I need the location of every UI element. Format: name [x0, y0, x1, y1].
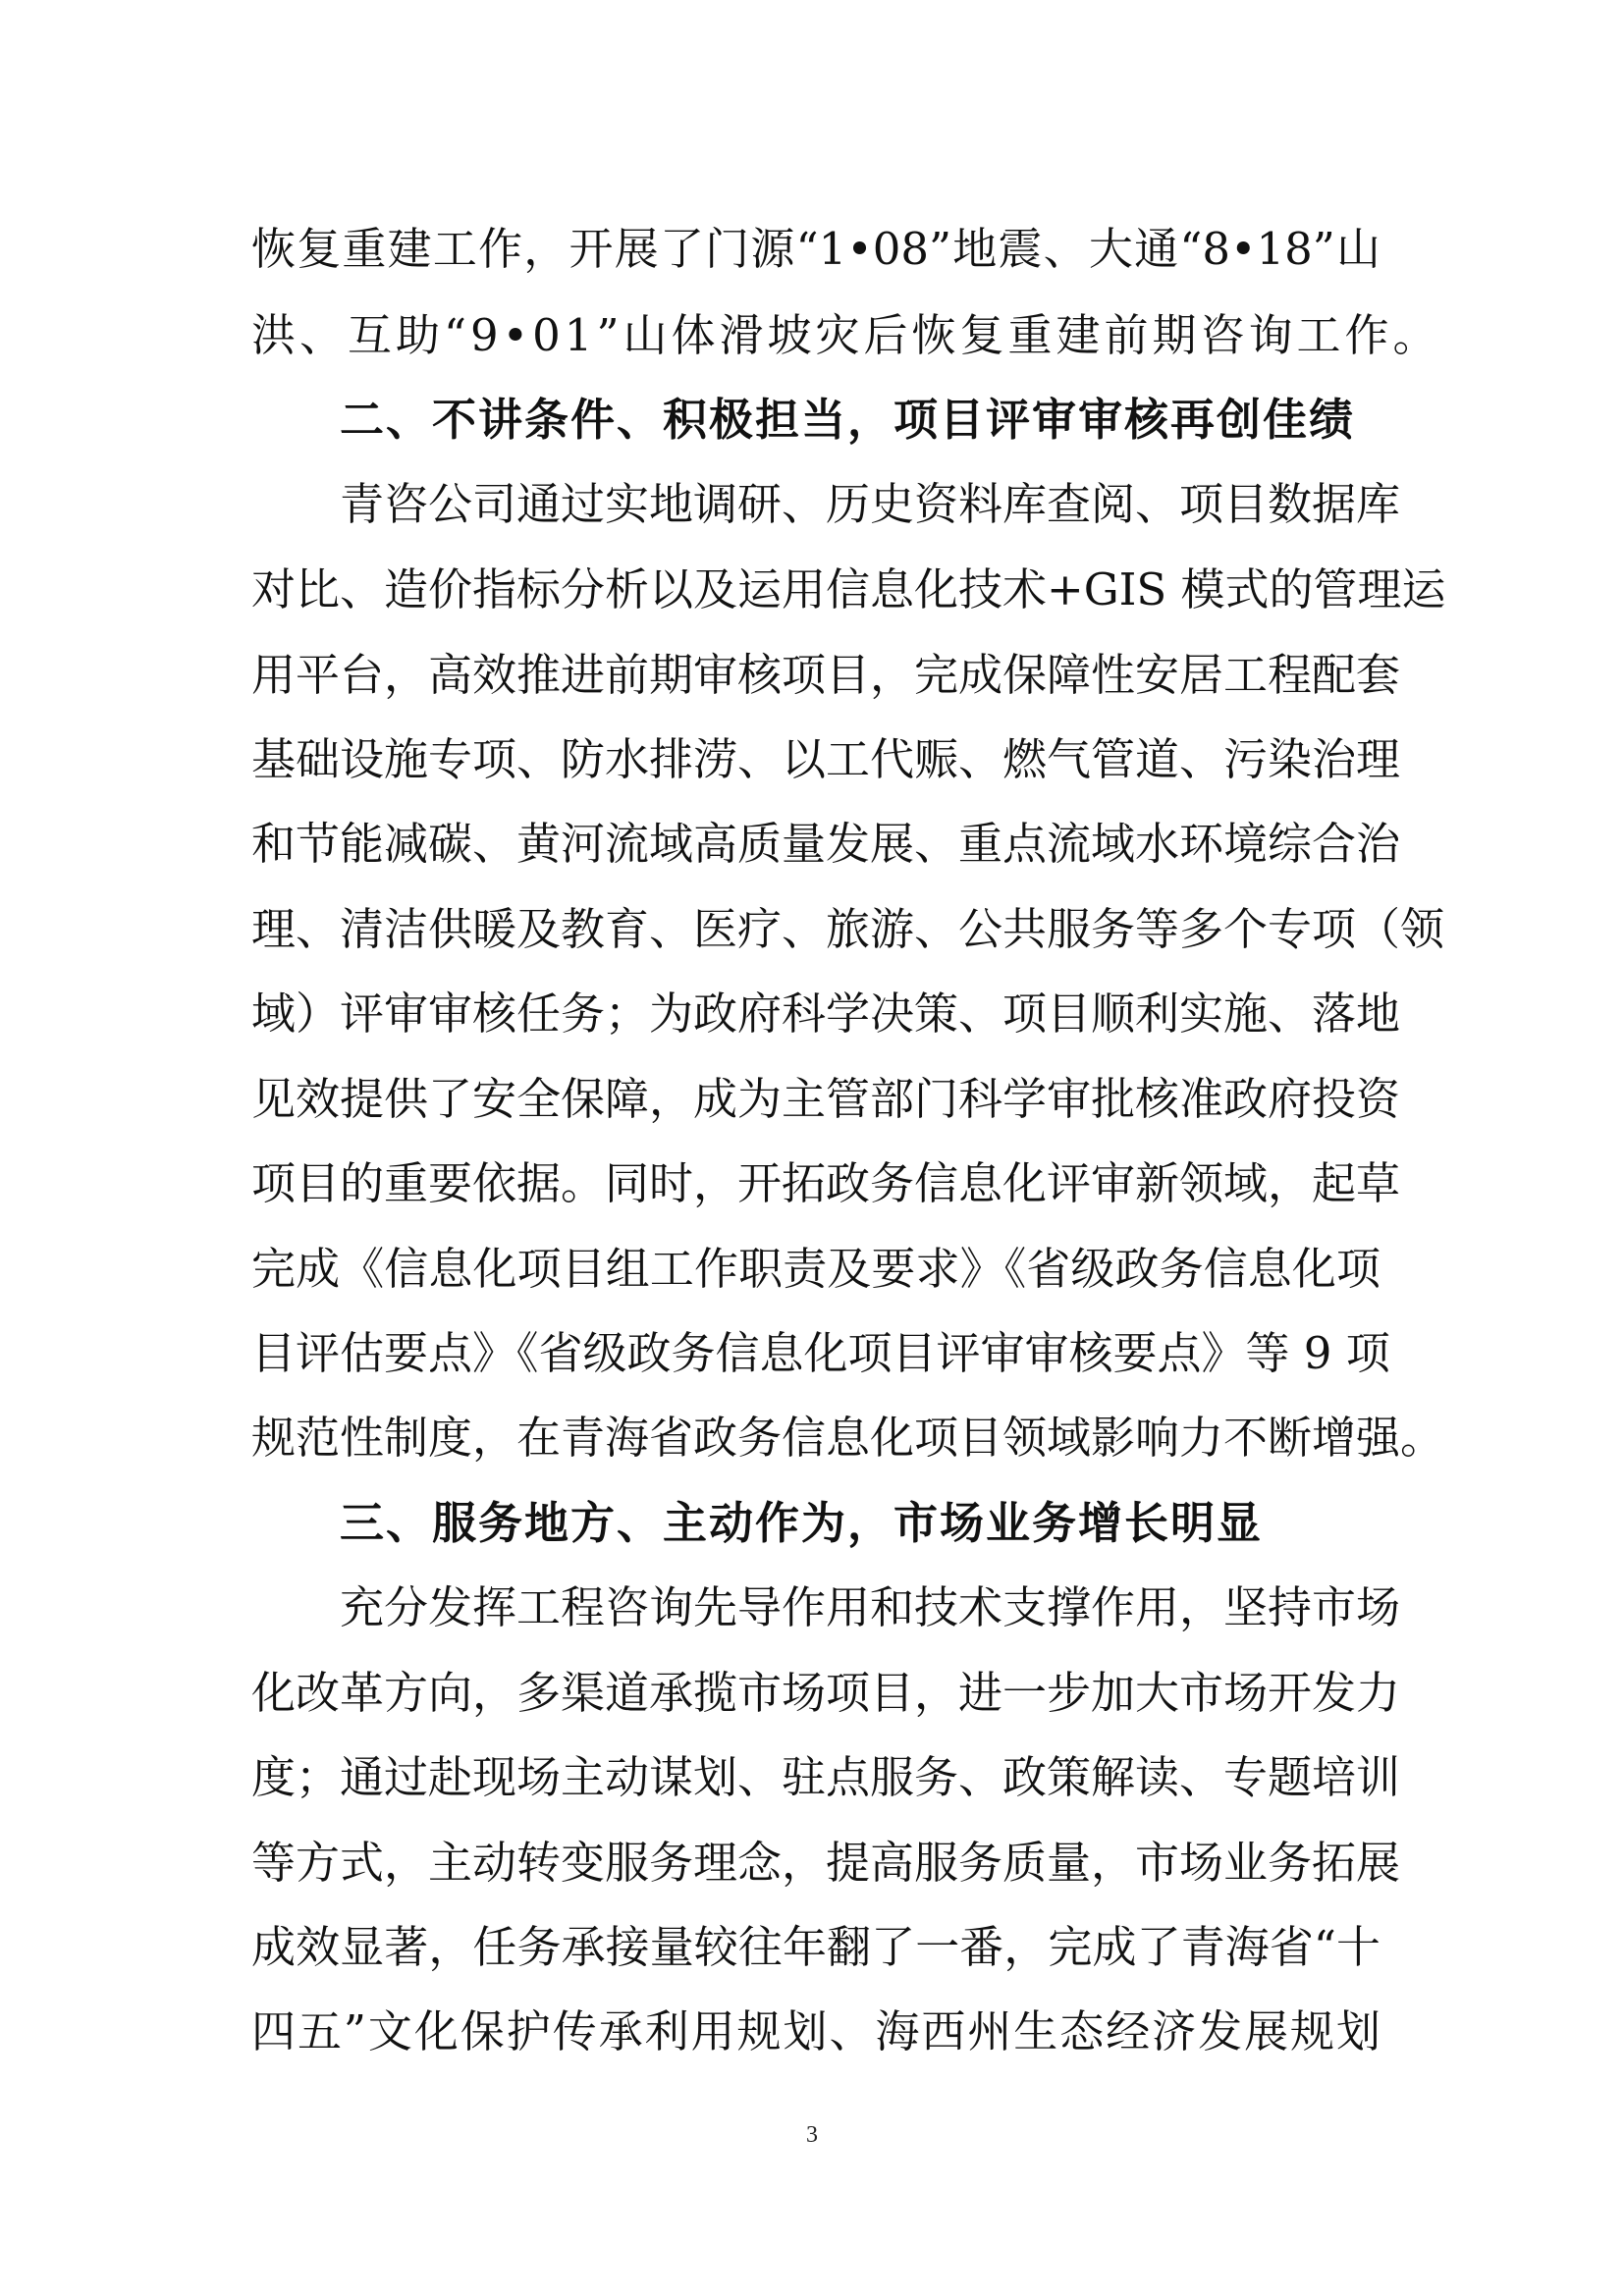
text-line: 完成《信息化项目组工作职责及要求》《省级政务信息化项 — [251, 1243, 1380, 1295]
text-line: 和节能减碳、黄河流域高质量发展、重点流域水环境综合治 — [251, 818, 1401, 870]
text-line: 用平台，高效推进前期审核项目，完成保障性安居工程配套 — [251, 649, 1401, 701]
text-line: 恢复重建工作，开展了门源“1•08”地震、大通“8•18”山 — [251, 223, 1380, 275]
text-line: 化改革方向，多渠道承揽市场项目，进一步加大市场开发力 — [251, 1667, 1401, 1719]
section-heading: 三、服务地方、主动作为，市场业务增长明显 — [340, 1497, 1264, 1549]
text-line: 项目的重要依据。同时，开拓政务信息化评审新领域，起草 — [251, 1157, 1401, 1209]
text-line: 青咨公司通过实地调研、历史资料库查阅、项目数据库 — [340, 478, 1401, 530]
text-line: 规范性制度，在青海省政务信息化项目领域影响力不断增强。 — [251, 1412, 1445, 1464]
page-number: 3 — [806, 2122, 818, 2148]
text-line: 理、清洁供暖及教育、医疗、旅游、公共服务等多个专项（领 — [251, 903, 1445, 955]
section-heading: 二、不讲条件、积极担当，项目评审审核再创佳绩 — [340, 394, 1356, 446]
text-line: 见效提供了安全保障，成为主管部门科学审批核准政府投资 — [251, 1073, 1401, 1125]
text-line: 等方式，主动转变服务理念，提高服务质量，市场业务拓展 — [251, 1837, 1401, 1889]
text-line: 四五”文化保护传承利用规划、海西州生态经济发展规划 — [251, 2005, 1380, 2057]
text-line: 洪、互助“9•01”山体滑坡灾后恢复重建前期咨询工作。 — [251, 309, 1441, 361]
text-line: 基础设施专项、防水排涝、以工代赈、燃气管道、污染治理 — [251, 733, 1401, 785]
text-line: 域）评审审核任务；为政府科学决策、项目顺利实施、落地 — [251, 988, 1401, 1040]
text-line: 成效显著，任务承接量较往年翻了一番，完成了青海省“十 — [251, 1921, 1380, 1973]
text-line: 度；通过赴现场主动谋划、驻点服务、政策解读、专题培训 — [251, 1751, 1401, 1803]
text-line: 目评估要点》《省级政务信息化项目评审审核要点》等 9 项 — [251, 1327, 1390, 1379]
text-line: 对比、造价指标分析以及运用信息化技术+GIS 模式的管理运 — [251, 563, 1446, 615]
text-line: 充分发挥工程咨询先导作用和技术支撑作用，坚持市场 — [340, 1581, 1401, 1633]
